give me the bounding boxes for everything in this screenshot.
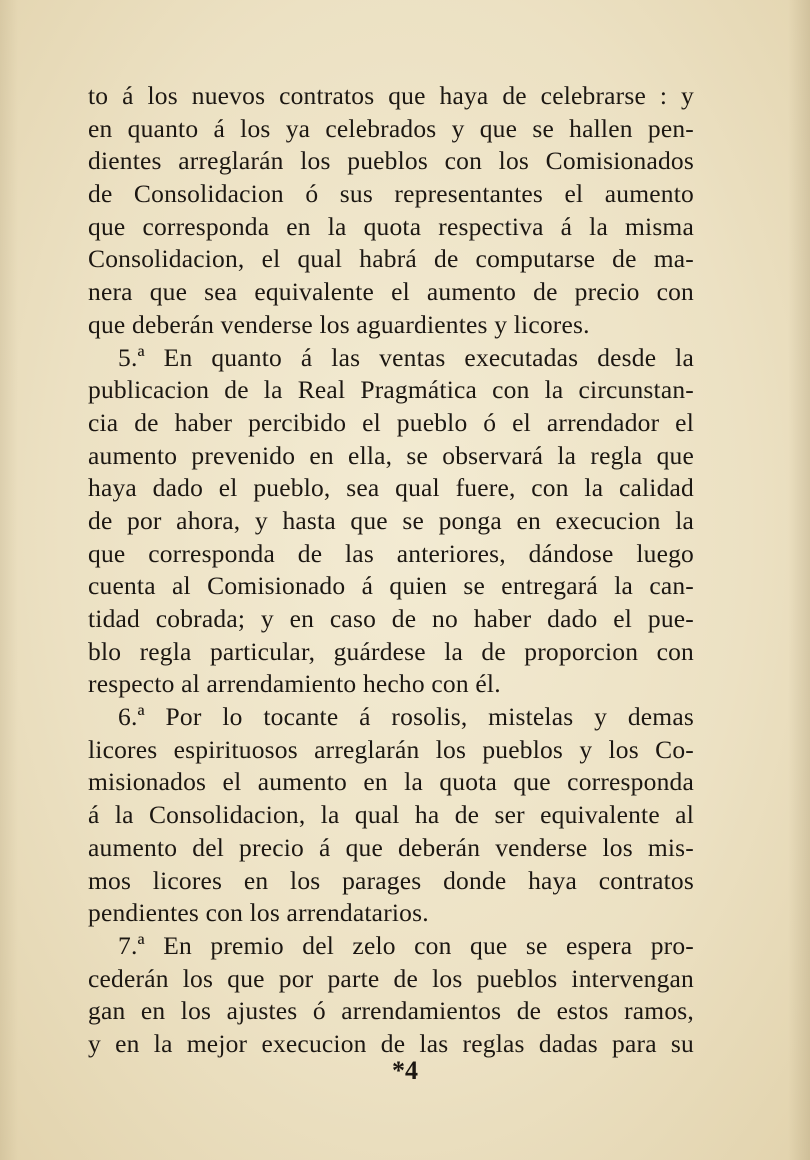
signature-mark: *4 xyxy=(392,1056,418,1085)
text-line: gan en los ajustes ó arrendamientos de estos ramos, xyxy=(88,996,694,1026)
paragraph-6-start: 6.ª Por lo tocante á rosolis, mistelas y demas xyxy=(118,702,694,732)
text-line: que deberán venderse los aguardientes y licores. xyxy=(88,309,590,339)
text-line: Consolidacion, el qual habrá de computarse de ma- xyxy=(88,244,694,274)
text-line: dientes arreglarán los pueblos con los Comisionados xyxy=(88,146,694,176)
paragraph-7-start: 7.ª En premio del zelo con que se espera pro- xyxy=(118,930,694,960)
text-line: y en la mejor execucion de las reglas dadas para su xyxy=(88,1028,694,1058)
text-line: de por ahora, y hasta que se ponga en execucion la xyxy=(88,505,694,535)
text-line: mos licores en los parages donde haya contratos xyxy=(88,865,694,895)
text-line: aumento prevenido en ella, se observará la regla que xyxy=(88,440,694,470)
text-line: to á los nuevos contratos que haya de celebrarse : y xyxy=(88,81,694,110)
text-line: aumento del precio á que deberán venderse los mis- xyxy=(88,832,694,862)
text-line: tidad cobrada; y en caso de no haber dado el pue- xyxy=(88,604,694,633)
text-line: publicacion de la Real Pragmática con la circunstan- xyxy=(88,375,694,405)
text-line: nera que sea equivalente el aumento de precio con xyxy=(88,277,694,307)
text-line: blo regla particular, guárdese la de proporcion con xyxy=(88,636,694,666)
text-line: en quanto á los ya celebrados y que se hallen pen- xyxy=(88,113,694,143)
text-line: pendientes con los arrendatarios. xyxy=(88,898,429,928)
text-line: respecto al arrendamiento hecho con él. xyxy=(88,669,501,699)
paragraph-5-start: 5.ª En quanto á las ventas executadas desde la xyxy=(118,342,694,372)
text-line: haya dado el pueblo, sea qual fuere, con la calidad xyxy=(88,473,694,503)
text-line: de Consolidacion ó sus representantes el aumento xyxy=(88,179,694,209)
text-line: cia de haber percibido el pueblo ó el arrendador el xyxy=(88,407,694,437)
text-line: cuenta al Comisionado á quien se entregará la can- xyxy=(88,571,694,601)
text-line: cederán los que por parte de los pueblos intervengan xyxy=(88,963,694,993)
text-line: á la Consolidacion, la qual ha de ser equivalente al xyxy=(88,800,694,830)
text-line: que corresponda en la quota respectiva á la misma xyxy=(88,211,694,241)
text-line: licores espirituosos arreglarán los pueblos y los Co- xyxy=(88,734,694,764)
page-text xyxy=(88,80,694,1061)
text-line: que corresponda de las anteriores, dándose luego xyxy=(88,538,694,568)
text-line: misionados el aumento en la quota que corresponda xyxy=(88,767,694,797)
